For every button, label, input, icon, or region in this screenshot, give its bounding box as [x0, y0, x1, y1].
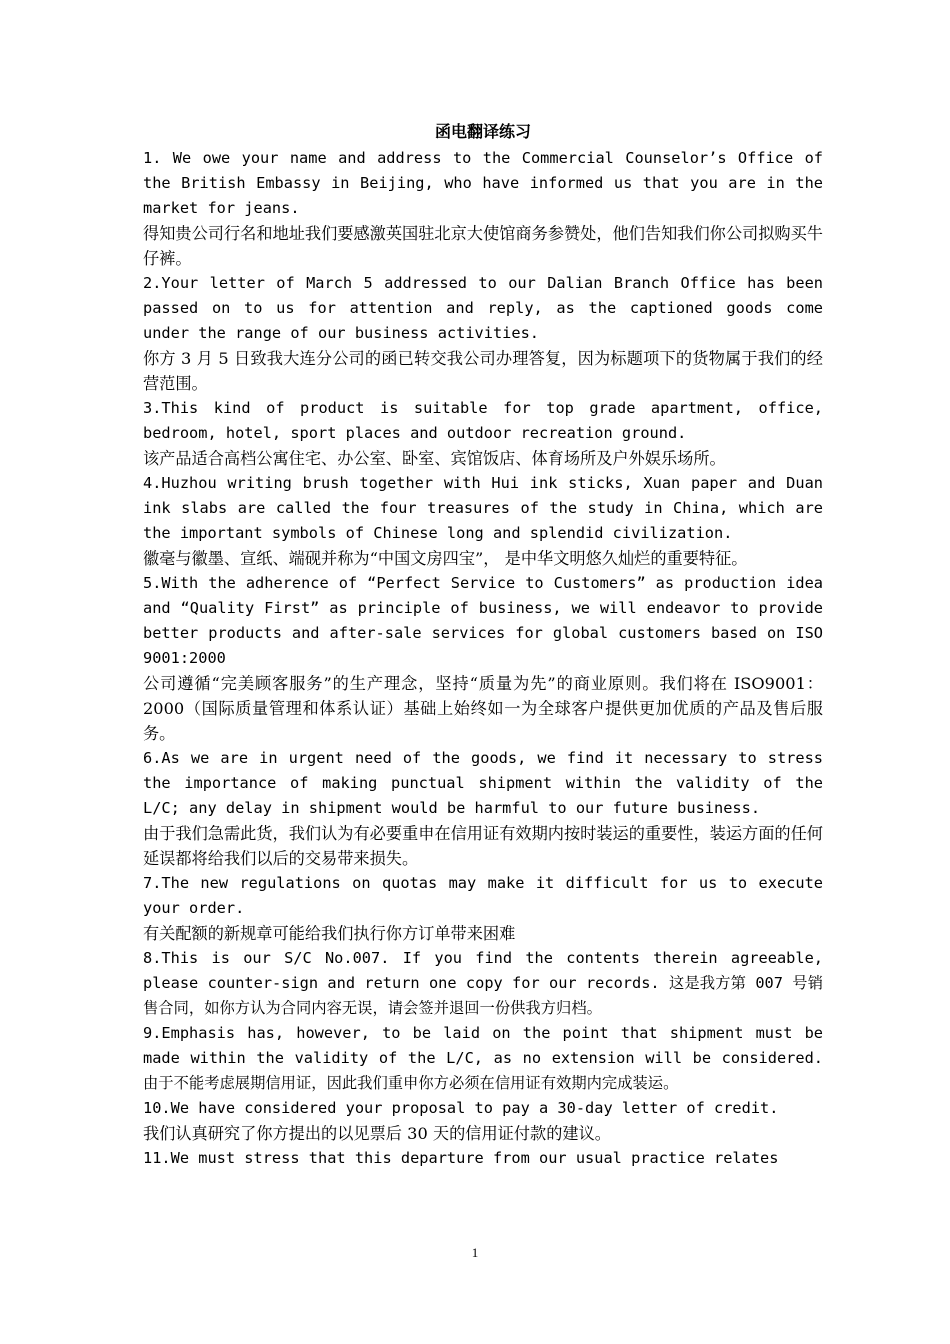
- english-sentence: 3.This kind of product is suitable for top grade apartment, office, bedroom, hotel, sport places and outdoor recreation ground.: [143, 399, 823, 442]
- chinese-translation: 我们认真研究了你方提出的以见票后 30 天的信用证付款的建议。: [143, 1124, 611, 1143]
- document-title: 函电翻译练习: [434, 122, 531, 141]
- list-item: [143, 396, 823, 471]
- list-item: [143, 746, 823, 871]
- list-item: [143, 271, 823, 396]
- english-sentence: 7.The new regulations on quotas may make it difficult for us to execute your order.: [143, 874, 823, 917]
- list-item: [143, 471, 823, 571]
- english-sentence: 10.We have considered your proposal to pay a 30-day letter of credit.: [143, 1099, 779, 1117]
- english-sentence: 8.This is our S/C No.007. If you find the contents therein agreeable, please counter-sign and return one copy for our records. 这是我方第 007 号销售合同，如你方认为合同内容无误，请会签并退回一份供我方归档。: [143, 949, 823, 1017]
- list-item: [143, 1146, 823, 1171]
- list-item: [143, 1021, 823, 1096]
- chinese-translation: 有关配额的新规章可能给我们执行你方订单带来困难: [143, 924, 516, 943]
- english-sentence: 2.Your letter of March 5 addressed to our Dalian Branch Office has been passed on to us for attention and reply, as the captioned goods come under the range of our business activities.: [143, 274, 823, 342]
- chinese-translation: 公司遵循“完美顾客服务”的生产理念，坚持“质量为先”的商业原则。我们将在 ISO9001：2000（国际质量管理和体系认证）基础上始终如一为全球客户提供更加优质的产品及售后服务。: [143, 674, 823, 743]
- document-page: [143, 118, 823, 1171]
- chinese-translation: 你方 3 月 5 日致我大连分公司的函已转交我公司办理答复，因为标题项下的货物属于我们的经营范围。: [143, 349, 823, 393]
- list-item: [143, 946, 823, 1021]
- page-number: 1: [471, 1245, 479, 1260]
- english-sentence: 6.As we are in urgent need of the goods, we find it necessary to stress the importance of making punctual shipment within the validity of the L/C; any delay in shipment would be harmful to our future business.: [143, 749, 823, 817]
- chinese-translation: 由于我们急需此货，我们认为有必要重申在信用证有效期内按时装运的重要性，装运方面的任何延误都将给我们以后的交易带来损失。: [143, 824, 823, 868]
- list-item: [143, 146, 823, 271]
- list-item: [143, 571, 823, 746]
- english-sentence: 5.With the adherence of “Perfect Service to Customers” as production idea and “Quality First” as principle of business, we will endeavor to provide better products and after-sale services for global customers based on ISO 9001:2000: [143, 574, 823, 667]
- chinese-translation: 该产品适合高档公寓住宅、办公室、卧室、宾馆饭店、体育场所及户外娱乐场所。: [143, 449, 726, 468]
- english-sentence: 4.Huzhou writing brush together with Hui ink sticks, Xuan paper and Duan ink slabs are called the four treasures of the study in China, which are the important symbols of Chinese long and splendid civilization.: [143, 474, 823, 542]
- list-item: [143, 1096, 823, 1146]
- english-sentence: 11.We must stress that this departure from our usual practice relates: [143, 1149, 779, 1167]
- english-sentence: 1. We owe your name and address to the Commercial Counselor’s Office of the British Embassy in Beijing, who have informed us that you are in the market for jeans.: [143, 149, 823, 217]
- chinese-translation: 徽毫与徽墨、宣纸、端砚并称为“中国文房四宝”， 是中华文明悠久灿烂的重要特征。: [143, 549, 748, 568]
- chinese-translation: 得知贵公司行名和地址我们要感激英国驻北京大使馆商务参赞处，他们告知我们你公司拟购买牛仔裤。: [143, 224, 823, 268]
- list-item: [143, 871, 823, 946]
- english-sentence: 9.Emphasis has, however, to be laid on the point that shipment must be made within the validity of the L/C, as no extension will be considered. 由于不能考虑展期信用证，因此我们重申你方必须在信用证有效期内完成装运。: [143, 1024, 823, 1092]
